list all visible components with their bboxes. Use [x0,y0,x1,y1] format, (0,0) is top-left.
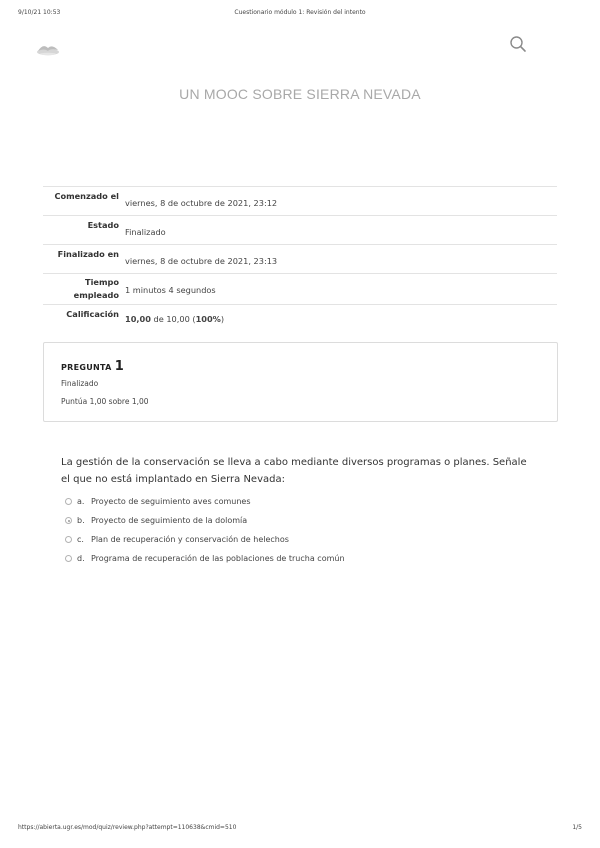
question-state: Finalizado [61,379,99,388]
print-page-number: 1/5 [572,824,582,831]
answer-letter: a. [77,497,85,506]
answer-text: Proyecto de seguimiento de la dolomía [91,516,248,525]
summary-label: Comenzado el [54,191,119,201]
summary-value: Finalizado [125,227,166,237]
radio-button-selected[interactable] [65,517,72,524]
radio-button[interactable] [65,536,72,543]
answer-text: Proyecto de seguimiento aves comunes [91,497,251,506]
question-info-box [43,342,558,422]
summary-value: 1 minutos 4 segundos [125,285,216,295]
print-url: https://abierta.ugr.es/mod/quiz/review.php?attempt=110638&cmid=510 [18,824,237,831]
answer-letter: d. [77,554,85,563]
answer-text: Programa de recuperación de las poblaciones de trucha común [91,554,345,563]
site-logo-icon[interactable] [34,40,62,58]
question-mark: Puntúa 1,00 sobre 1,00 [61,397,149,406]
grade-of: de 10,00 ( [153,314,196,324]
summary-grade-value [125,314,224,324]
question-num: 1 [114,359,125,374]
summary-value: viernes, 8 de octubre de 2021, 23:12 [125,198,278,208]
question-label: PREGUNTA [61,363,112,372]
print-header [18,9,582,21]
answer-letter: c. [77,535,84,544]
summary-row-state [43,215,557,245]
print-footer [18,824,582,836]
summary-label: Finalizado en [57,249,119,259]
print-page-title: Cuestionario módulo 1: Revisión del intento [234,9,366,16]
summary-value: viernes, 8 de octubre de 2021, 23:13 [125,256,278,266]
summary-label: Estado [87,220,119,230]
question-number [61,359,124,374]
radio-button[interactable] [65,498,72,505]
summary-row-started [43,186,557,216]
answer-letter: b. [77,516,85,525]
grade-percent: 100% [195,314,221,324]
site-title[interactable]: UN MOOC SOBRE SIERRA NEVADA [179,86,421,102]
summary-row-finished [43,244,557,274]
summary-label: Tiempo empleado [73,277,119,300]
grade-close: ) [220,314,225,324]
print-datetime: 9/10/21 10:53 [18,9,61,16]
question-text: La gestión de la conservación se lleva a cabo mediante diversos programas o planes. Señale el que no está implantado en Sierra Nevada: [61,457,527,485]
summary-row-time-taken [43,273,557,305]
grade-score: 10,00 [125,314,151,324]
summary-label: Calificación [66,309,119,319]
radio-button[interactable] [65,555,72,562]
search-icon[interactable] [509,35,527,53]
summary-row-grade [43,304,557,331]
answer-text: Plan de recuperación y conservación de helechos [91,535,289,544]
